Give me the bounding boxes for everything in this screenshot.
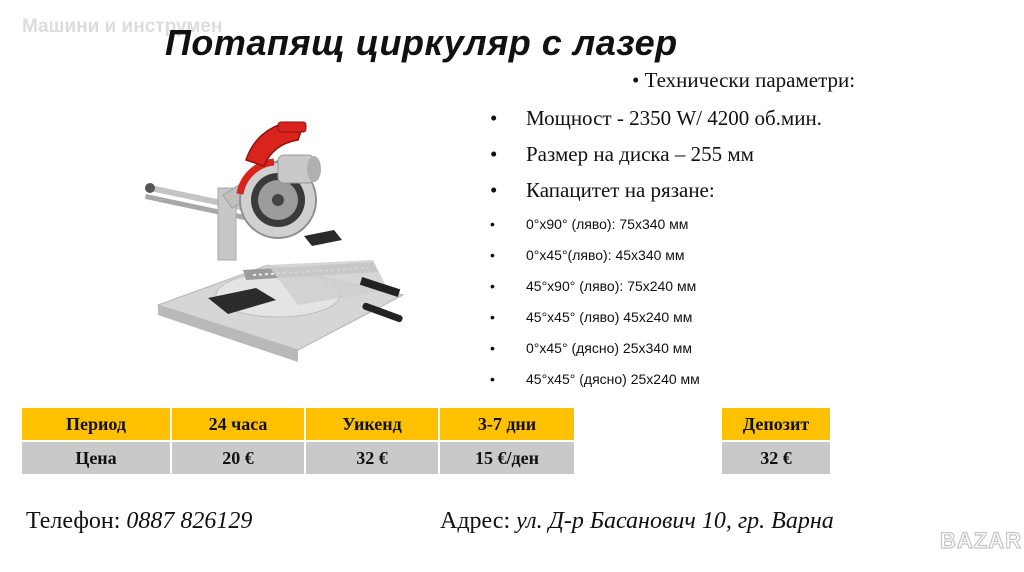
spec-cut-item: • 0°x45°(ляво): 45x340 мм bbox=[490, 247, 685, 263]
pricing-header-cell: Период bbox=[22, 408, 171, 441]
bullet-icon: • bbox=[490, 340, 495, 356]
spec-cut-item: • 0°x90° (ляво): 75x340 мм bbox=[490, 216, 689, 232]
deposit-header-cell: Депозит bbox=[722, 408, 830, 441]
deposit-table bbox=[722, 408, 830, 474]
pricing-value-cell: 15 €/ден bbox=[439, 441, 574, 474]
spec-cut-item: • 0°x45° (дясно) 25x340 мм bbox=[490, 340, 692, 356]
deposit-header-row bbox=[722, 408, 830, 441]
spec-cut-item: • 45°x45° (дясно) 25x240 мм bbox=[490, 371, 700, 387]
specs-header bbox=[632, 68, 855, 93]
watermark: Машини и инструмен bbox=[22, 16, 223, 37]
bullet-icon: • bbox=[490, 247, 495, 263]
spec-cut-item: • 45°x45° (ляво) 45x240 мм bbox=[490, 309, 693, 325]
spec-cut-item: • 45°x90° (ляво): 75x240 мм bbox=[490, 278, 697, 294]
bazar-logo: BAZAR bbox=[940, 528, 1022, 553]
bullet-icon: • bbox=[490, 178, 498, 202]
spec-item-disc-size: • Размер на диска – 255 мм bbox=[490, 142, 754, 166]
address-value: ул. Д-р Басанович 10, гр. Варна bbox=[516, 508, 834, 534]
pricing-value-cell: 20 € bbox=[171, 441, 305, 474]
phone-label: Телефон: bbox=[26, 508, 127, 534]
bullet-icon: • bbox=[490, 106, 498, 130]
deposit-value-cell: 32 € bbox=[722, 441, 830, 474]
address-label: Адрес: bbox=[440, 508, 517, 534]
spec-item-power: • Мощност - 2350 W/ 4200 об.мин. bbox=[490, 106, 822, 130]
bullet-icon: • bbox=[490, 216, 495, 232]
bullet-icon: • bbox=[490, 278, 495, 294]
deposit-value-row bbox=[722, 441, 830, 474]
bullet-icon: • bbox=[490, 309, 495, 325]
miter-saw-image bbox=[128, 100, 428, 370]
bullet-icon: • bbox=[490, 371, 495, 387]
pricing-header-cell: Уикенд bbox=[305, 408, 439, 441]
page-title: Потапящ циркуляр с лазер bbox=[165, 22, 678, 63]
pricing-header-cell: 24 часа bbox=[171, 408, 305, 441]
pricing-value-cell: Цена bbox=[22, 441, 171, 474]
pricing-table bbox=[22, 408, 574, 474]
contact-address bbox=[440, 508, 834, 535]
bullet-icon: • bbox=[632, 68, 640, 92]
pricing-value-cell: 32 € bbox=[305, 441, 439, 474]
spec-item-cut-capacity: • Капацитет на рязане: bbox=[490, 178, 715, 202]
contact-phone bbox=[26, 508, 252, 535]
bullet-icon: • bbox=[490, 142, 498, 166]
pricing-value-row bbox=[22, 441, 574, 474]
specs-header-label: Технически параметри: bbox=[644, 68, 856, 92]
pricing-header-row bbox=[22, 408, 574, 441]
pricing-header-cell: 3-7 дни bbox=[439, 408, 574, 441]
phone-number[interactable]: 0887 826129 bbox=[126, 508, 253, 534]
